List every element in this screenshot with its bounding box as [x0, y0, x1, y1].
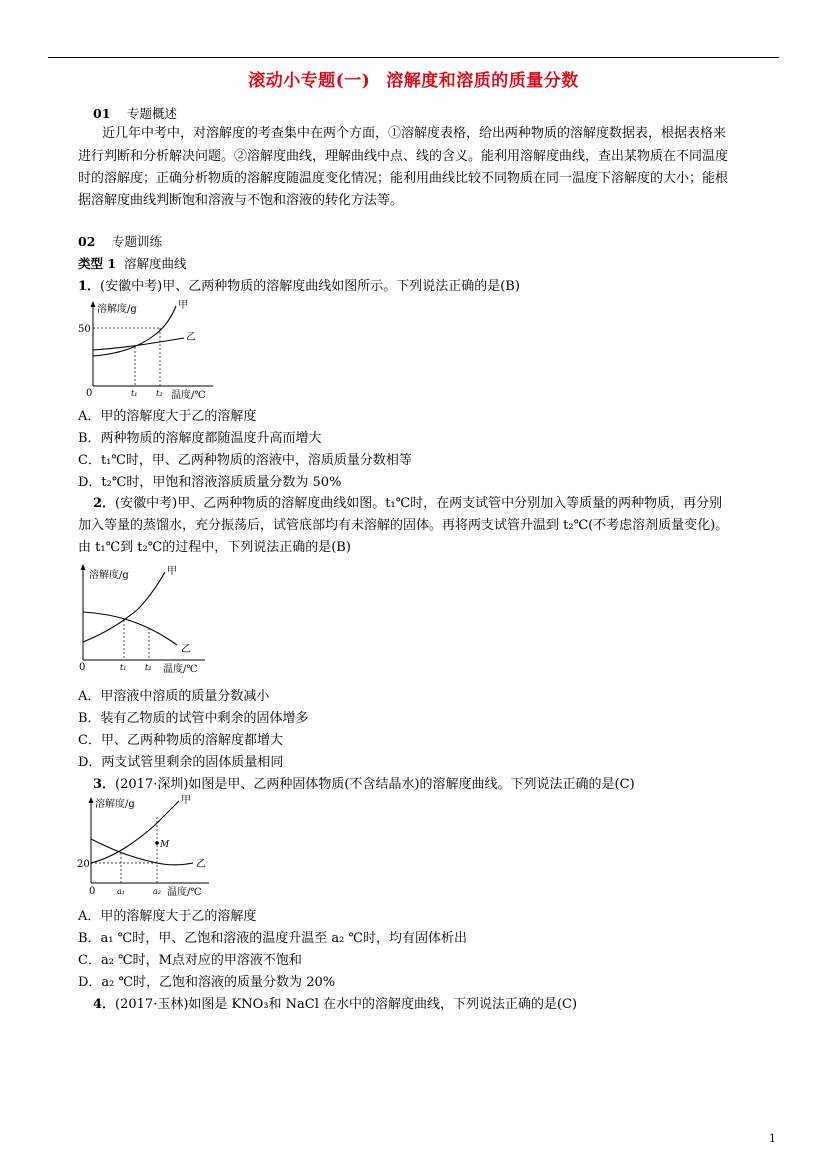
x-tick-label-t2: t₂ — [156, 389, 163, 398]
overview-line-4: 据溶解度曲线判断饱和溶液与不饱和溶液的转化方法等。 — [78, 193, 404, 208]
x-tick-label-t1: t₁ — [131, 389, 138, 398]
series-label-jia: 甲 — [178, 300, 188, 311]
question-3-option-d: D．a₂ ℃时，乙饱和溶液的质量分数为 20% — [78, 975, 336, 990]
origin-label: 0 — [86, 388, 93, 399]
section-number: 01 — [93, 106, 111, 121]
type-name: 溶解度曲线 — [124, 256, 187, 271]
section-heading-training — [78, 232, 162, 250]
overview-line-2: 进行判断和分析解决问题。②溶解度曲线，理解曲线中点、线的含义。能利用溶解度曲线，查出某物质在不同温度 — [78, 149, 729, 164]
question-1-chart — [78, 298, 218, 402]
question-2-option-d: D．两支试管里剩余的固体质量相同 — [78, 755, 284, 770]
curve-yi — [93, 338, 184, 350]
page-title — [0, 66, 827, 91]
question-text: (2017·深圳)如图是甲、乙两种固体物质(不含结晶水)的溶解度曲线。下列说法正确的是(C) — [115, 777, 635, 792]
question-1-option-b: B．两种物质的溶解度都随温度升高而增大 — [78, 431, 322, 446]
question-3-option-a: A．甲的溶解度大于乙的溶解度 — [78, 909, 257, 924]
question-2-option-c: C．甲、乙两种物质的溶解度都增大 — [78, 733, 283, 748]
title-part-1: 滚动小专题(一) — [248, 71, 371, 91]
series-label-yi: 乙 — [196, 859, 206, 870]
section-title: 专题概述 — [127, 106, 178, 121]
title-part-2: 溶解度和溶质的质量分数 — [386, 71, 579, 91]
question-2-stem-line-2: 加入等量的蒸馏水，充分振荡后，试管底部均有未溶解的固体。再将两支试管升温到 t₂℃(不考虑溶剂质量变化)。 — [78, 518, 729, 533]
question-3-option-c: C．a₂ ℃时，M点对应的甲溶液不饱和 — [78, 953, 302, 968]
y-axis-arrow — [89, 797, 94, 803]
x-tick-label-a2: a₂ — [153, 887, 161, 896]
question-3-option-b: B．a₁ ℃时，甲、乙饱和溶液的温度升温至 a₂ ℃时，均有固体析出 — [78, 931, 467, 946]
question-2-stem-line-1 — [93, 492, 722, 511]
question-1-option-d: D．t₂℃时，甲饱和溶液溶质质量分数为 50% — [78, 475, 342, 490]
y-axis-label: 溶解度/g — [95, 799, 135, 810]
question-1-option-c: C．t₁℃时，甲、乙两种物质的溶液中，溶质质量分数相等 — [78, 453, 412, 468]
section-number: 02 — [78, 234, 96, 249]
question-4-stem — [93, 993, 577, 1012]
question-text: (安徽中考)甲、乙两种物质的溶解度曲线如图所示。下列说法正确的是(B) — [100, 279, 520, 294]
question-3-stem — [93, 773, 635, 792]
question-number: 2． — [93, 496, 116, 511]
x-axis-label: 温度/℃ — [171, 390, 206, 401]
curve-yi — [83, 612, 177, 645]
x-tick-label-t2: t₂ — [145, 663, 152, 672]
curve-jia — [91, 801, 179, 863]
header-rule — [48, 57, 779, 58]
question-2-chart — [75, 560, 215, 678]
question-text: (2017·玉林)如图是 KNO₃和 NaCl 在水中的溶解度曲线，下列说法正确的是(C) — [115, 997, 578, 1012]
curve-yi — [91, 839, 193, 865]
x-tick-label-t1: t₁ — [120, 663, 127, 672]
x-tick-label-a1: a₁ — [117, 887, 125, 896]
y-axis-label: 溶解度/g — [97, 304, 137, 315]
x-axis-label: 温度/℃ — [167, 887, 202, 898]
origin-label: 0 — [89, 886, 96, 897]
series-label-yi: 乙 — [186, 332, 196, 343]
question-1-stem — [78, 275, 520, 294]
y-axis-label: 溶解度/g — [89, 570, 129, 581]
question-2-option-a: A．甲溶液中溶质的质量分数减小 — [78, 689, 270, 704]
origin-label: 0 — [79, 662, 86, 673]
question-number: 1． — [78, 279, 101, 294]
series-label-yi: 乙 — [181, 644, 191, 655]
page-number: 1 — [769, 1132, 776, 1145]
question-2-stem-line-3: 由 t₁℃到 t₂℃的过程中，下列说法正确的是(B) — [78, 540, 351, 555]
series-label-jia: 甲 — [181, 795, 191, 806]
section-title: 专题训练 — [112, 234, 163, 249]
question-number: 4． — [93, 997, 116, 1012]
question-3-chart — [75, 795, 215, 899]
question-number: 3． — [93, 777, 116, 792]
y-tick-label: 50 — [78, 324, 91, 335]
point-m-marker — [155, 841, 159, 845]
point-m-label: M — [160, 840, 170, 850]
question-2-option-b: B．装有乙物质的试管中剩余的固体增多 — [78, 711, 309, 726]
section-heading-overview — [93, 104, 177, 122]
overview-line-3: 时的溶解度；正确分析物质的溶解度随温度变化情况；能利用曲线比较不同物质在同一温度下溶解度的大小；能根 — [78, 171, 729, 186]
question-1-option-a: A．甲的溶解度大于乙的溶解度 — [78, 409, 257, 424]
curve-jia — [83, 572, 165, 642]
question-text: (安徽中考)甲、乙两种物质的溶解度曲线如图。t₁℃时，在两支试管中分别加入等质量的两种物质，再分别 — [115, 496, 723, 511]
type-label: 类型 1 — [78, 256, 117, 271]
series-label-jia: 甲 — [167, 566, 177, 577]
x-axis-label: 温度/℃ — [163, 664, 198, 675]
y-axis-arrow — [91, 301, 96, 307]
overview-line-1: 近几年中考中，对溶解度的考查集中在两个方面，①溶解度表格，给出两种物质的溶解度数据表，根据表格来 — [102, 126, 727, 141]
type-heading — [78, 254, 187, 272]
y-axis-arrow — [81, 564, 86, 570]
y-tick-label: 20 — [77, 859, 90, 870]
